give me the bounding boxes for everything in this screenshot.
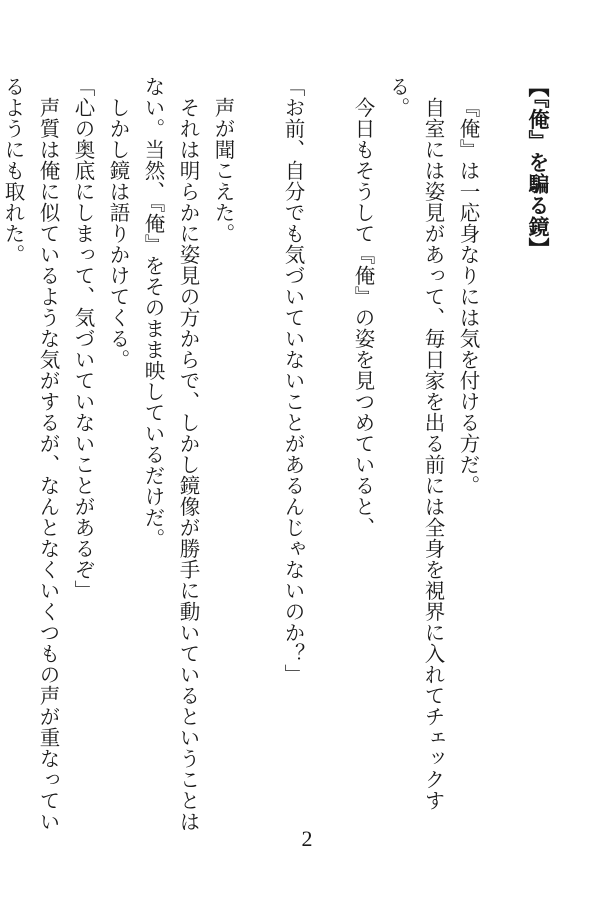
vertical-text-body (0, 76, 556, 836)
paragraph: 声が聞こえた。 (211, 96, 235, 244)
paragraph: 『俺』は一応身なりには気を付ける方だ。 (456, 96, 480, 496)
dialogue-line: 「心の奥底にしまって、気づいていないことがあるぞ」 (71, 76, 95, 601)
blank-line (310, 76, 345, 836)
paragraph: 今日もそうして『俺』の姿を見つめていると、 (351, 96, 375, 538)
dialogue-line: 「お前、自分でも気づいていないことがあるんじゃないのか？」 (281, 76, 305, 685)
page-number: 2 (301, 826, 313, 851)
paragraph: 自室には姿見があって、毎日家を出る前には全身を視界に入れてチェックする。 (386, 76, 445, 811)
chapter-title: 【『俺』を騙る鏡】 (526, 76, 551, 259)
paragraph: しかし鏡は語りかけてくる。 (106, 96, 130, 370)
paragraph: 声質は俺に似ているような気がするが、なんとなくいくつもの声が重なっているようにも取れた。 (1, 76, 60, 832)
paragraph: それは明らかに姿見の方からで、しかし鏡像が勝手に動いているということはない。当然、『俺』をそのまま映しているだけだ。 (141, 76, 200, 832)
blank-line (240, 76, 275, 836)
blank-line (485, 76, 520, 836)
